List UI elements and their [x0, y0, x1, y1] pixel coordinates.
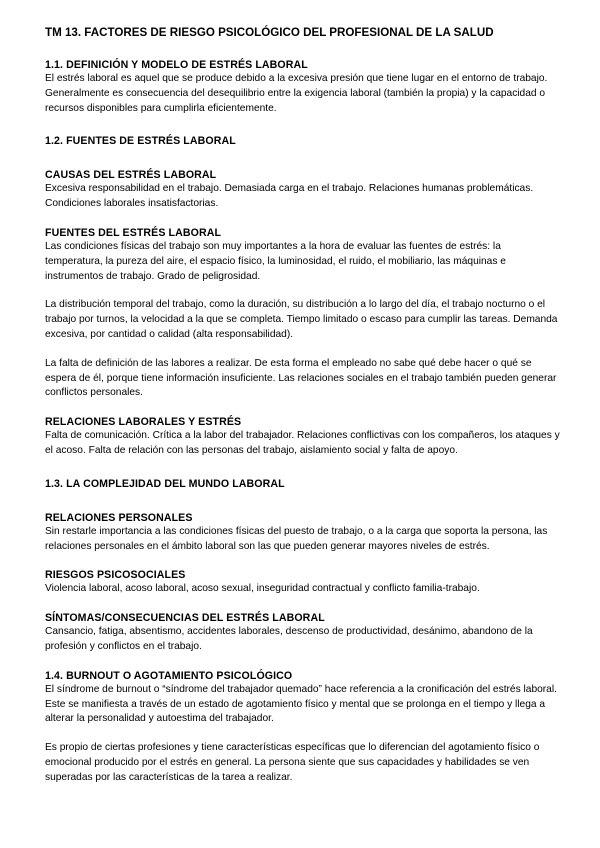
section-1-4-heading: 1.4. BURNOUT O AGOTAMIENTO PSICOLÓGICO — [45, 669, 293, 682]
burnout-paragraph-1: El síndrome de burnout o “síndrome del trabajador quemado” hace referencia a la cronificación del estrés laboral. Este se manifiesta a través de un estado de agotamiento físico y mental que se prolonga en el tiempo y llega a alterar la personalidad y autoestima del trabajador. — [45, 683, 557, 725]
relaciones-personales-text: Sin restarle importancia a las condiciones físicas del puesto de trabajo, o a la carga que soporta la persona, las relaciones personales en el ámbito laboral son las que pueden generar mayores niveles de estrés. — [45, 525, 548, 552]
sintomas-text: Cansancio, fatiga, absentismo, accidentes laborales, descenso de productividad, desánimo, abandono de la profesión y conflictos en el trabajo. — [45, 626, 533, 652]
document-title: TM 13. FACTORES DE RIESGO PSICOLÓGICO DEL PROFESIONAL DE LA SALUD — [45, 26, 494, 39]
relaciones-laborales-text: Falta de comunicación. Crítica a la labor del trabajador. Relaciones conflictivas con los compañeros, los ataques y el acoso. Falta de relación con las personas del trabajo, aislamiento social y falta de apoyo. — [45, 430, 560, 456]
sintomas-heading: SÍNTOMAS/CONSECUENCIAS DEL ESTRÉS LABORAL — [45, 612, 325, 625]
fuentes-paragraph-1: Las condiciones físicas del trabajo son muy importantes a la hora de evaluar las fuentes de estrés: la temperatura, la pureza del aire, el espacio físico, la luminosidad, el ruido, el mobiliario, las máquinas e instrumentos de trabajo. Grado de peligrosidad. — [45, 240, 506, 282]
relaciones-laborales-heading: RELACIONES LABORALES Y ESTRÉS — [45, 416, 242, 429]
causas-heading: CAUSAS DEL ESTRÉS LABORAL — [45, 169, 217, 182]
section-1-1-text: El estrés laboral es aquel que se produce debido a la excesiva presión que tiene lugar en el entorno de trabajo. Generalmente es consecuencia del desequilibrio entre la exigencia laboral (también la propia) y la capacidad o recursos disponibles para cumplirla eficientemente. — [45, 73, 548, 114]
fuentes-paragraph-2: La distribución temporal del trabajo, como la duración, su distribución a lo largo del día, el trabajo nocturno o el trabajo por turnos, la velocidad a la que se completa. Tiempo limitado o escaso para cumplir las tareas. Demanda excesiva, por cantidad o calidad (alta responsabilidad). — [45, 299, 558, 340]
riesgos-text: Violencia laboral, acoso laboral, acoso sexual, inseguridad contractual y conflicto familia-trabajo. — [45, 583, 480, 595]
section-1-1-heading: 1.1. DEFINICIÓN Y MODELO DE ESTRÉS LABORAL — [45, 59, 308, 71]
section-1-2-heading: 1.2. FUENTES DE ESTRÉS LABORAL — [45, 135, 236, 148]
relaciones-personales-heading: RELACIONES PERSONALES — [45, 511, 193, 524]
fuentes-heading: FUENTES DEL ESTRÉS LABORAL — [45, 226, 222, 239]
fuentes-paragraph-3: La falta de definición de las labores a realizar. De esta forma el empleado no sabe qué debe hacer o qué se espera de él, porque tiene información insuficiente. Las relaciones sociales en el trabajo también pueden generar conflictos personales. — [45, 357, 557, 399]
section-1-3-heading: 1.3. LA COMPLEJIDAD DEL MUNDO LABORAL — [45, 477, 285, 490]
burnout-paragraph-2: Es propio de ciertas profesiones y tiene características específicas que lo diferencian del agotamiento físico o emocional producido por el estrés en general. La persona siente que sus capacidades y habilidades se ven superadas por las características de la tarea a realizar. — [45, 742, 540, 783]
riesgos-heading: RIESGOS PSICOSOCIALES — [45, 569, 186, 582]
causas-text: Excesiva responsabilidad en el trabajo. Demasiada carga en el trabajo. Relaciones humanas problemáticas. Condiciones laborales insatisfactorias. — [45, 183, 534, 210]
